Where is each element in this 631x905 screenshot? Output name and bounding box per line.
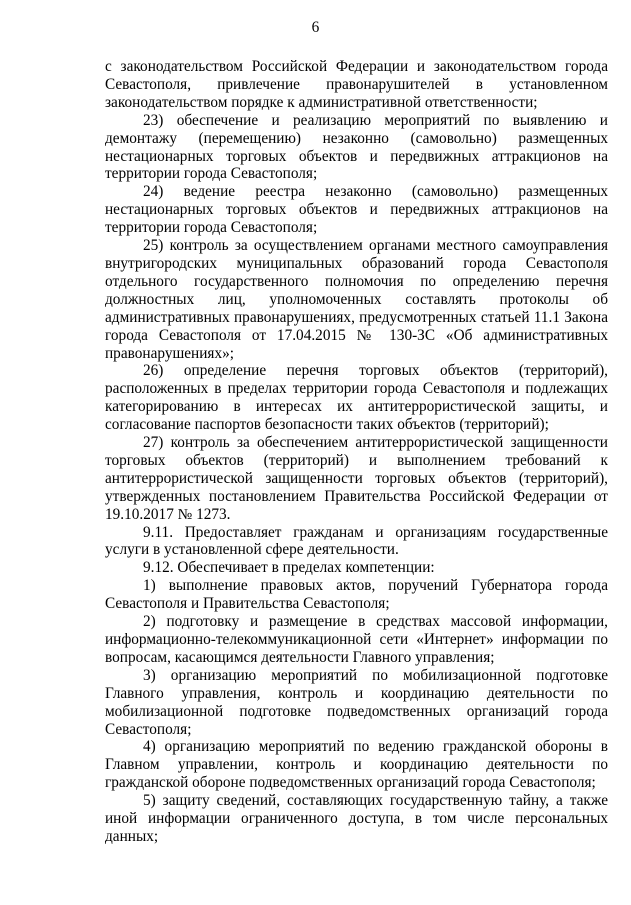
paragraph: 9.11. Предоставляет гражданам и организациям государственные услуги в установленной сфере деятельности. [105, 523, 608, 559]
paragraph: 25) контроль за осуществлением органами местного самоуправления внутригородских муниципальных образований города Севастополя отдельного государственного полномочия по определению перечня должностных лиц, уполномоченных составлять протоколы об административных правонарушениях, предусмотренных статьей 11.1 Закона города Севастополя от 17.04.2015 № 130-ЗС «Об административных правонарушениях»; [105, 237, 608, 362]
paragraph: 5) защиту сведений, составляющих государственную тайну, а также иной информации ограниченного доступа, в том числе персональных данных; [105, 792, 608, 845]
paragraph: 26) определение перечня торговых объектов (территорий), расположенных в пределах территории города Севастополя и подлежащих категорированию в интересах их антитеррористической защиты, и согласование паспортов безопасности таких объектов (территорий); [105, 362, 608, 434]
paragraph: 24) ведение реестра незаконно (самовольно) размещенных нестационарных торговых объектов и передвижных аттракционов на территории города Севастополя; [105, 183, 608, 237]
paragraph: с законодательством Российской Федерации и законодательством города Севастополя, привлечение правонарушителей в установленном законодательством порядке к административной ответственности; [105, 58, 608, 111]
paragraph: 27) контроль за обеспечением антитеррористической защищенности торговых объектов (территорий) и выполнением требований к антитеррористической защищенности торговых объектов (территорий), утвержденных постановлением Правительства Российской Федерации от 19.10.2017 № 1273. [105, 434, 608, 523]
page-number: 6 [311, 19, 320, 36]
paragraph: 3) организацию мероприятий по мобилизационной подготовке Главного управления, контроль и координацию деятельности по мобилизационной подготовке подведомственных организаций города Севастополя; [105, 666, 608, 738]
document-body [105, 58, 608, 846]
paragraph: 4) организацию мероприятий по ведению гражданской обороны в Главном управлении, контроль и координацию деятельности по гражданской обороне подведомственных организаций города Севастополя; [105, 738, 608, 792]
paragraph: 2) подготовку и размещение в средствах массовой информации, информационно-телекоммуникационной сети «Интернет» информации по вопросам, касающимся деятельности Главного управления; [105, 613, 608, 666]
paragraph: 1) выполнение правовых актов, поручений Губернатора города Севастополя и Правительства Севастополя; [105, 577, 608, 613]
paragraph: 9.12. Обеспечивает в пределах компетенции: [143, 559, 435, 577]
paragraph: 23) обеспечение и реализацию мероприятий по выявлению и демонтажу (перемещению) незаконно (самовольно) размещенных нестационарных торговых объектов и передвижных аттракционов на территории города Севастополя; [105, 111, 608, 183]
